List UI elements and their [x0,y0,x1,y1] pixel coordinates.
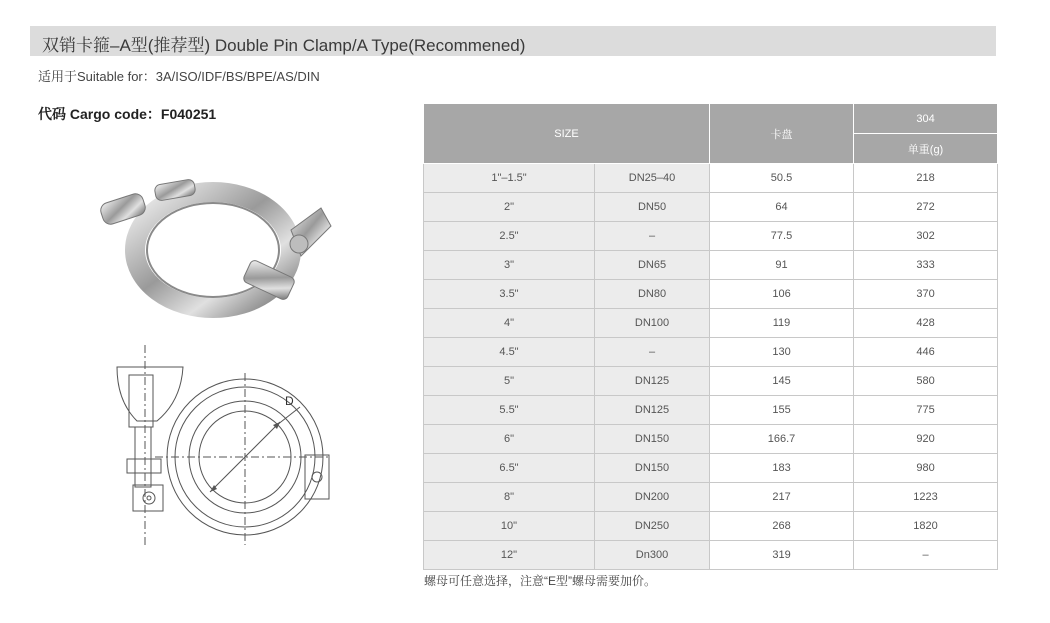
cell-clamp: 145 [710,367,854,396]
cell-clamp: 64 [710,193,854,222]
cell-size-inch: 3" [424,251,595,280]
cell-clamp: 183 [710,454,854,483]
cell-size-inch: 5" [424,367,595,396]
cell-size-dn: Dn300 [595,541,710,570]
cell-size-dn: DN80 [595,280,710,309]
cell-weight: 920 [854,425,998,454]
footnote: 螺母可任意选择，注意“E型”螺母需要加价。 [424,574,656,588]
cell-clamp: 217 [710,483,854,512]
cell-clamp: 268 [710,512,854,541]
cell-size-inch: 5.5" [424,396,595,425]
cell-size-dn: – [595,222,710,251]
cell-weight: 428 [854,309,998,338]
title-bar [30,26,996,56]
cell-clamp: 319 [710,541,854,570]
cell-size-dn: DN250 [595,512,710,541]
cell-weight: 775 [854,396,998,425]
cell-size-inch: 3.5" [424,280,595,309]
cargo-code: 代码 Cargo code：F040251 [38,106,217,122]
table-row [424,512,998,541]
cell-size-inch: 6.5" [424,454,595,483]
cell-weight: 218 [854,164,998,193]
table-row [424,367,998,396]
table-row [424,454,998,483]
cell-weight: 333 [854,251,998,280]
cell-weight: 272 [854,193,998,222]
cell-clamp: 50.5 [710,164,854,193]
cell-clamp: 130 [710,338,854,367]
table-row [424,280,998,309]
table-row [424,193,998,222]
cell-weight: 302 [854,222,998,251]
cell-size-dn: DN150 [595,425,710,454]
cell-size-inch: 1"–1.5" [424,164,595,193]
table-row [424,483,998,512]
cell-size-inch: 4.5" [424,338,595,367]
table-row [424,309,998,338]
clamp-photo [95,170,335,340]
cell-clamp: 106 [710,280,854,309]
table-row [424,222,998,251]
cell-size-dn: DN25–40 [595,164,710,193]
cell-weight: 1820 [854,512,998,541]
cell-size-inch: 2" [424,193,595,222]
cell-size-dn: DN125 [595,367,710,396]
cell-weight: 370 [854,280,998,309]
header-clamp: 卡盘 [710,104,854,164]
spec-table [423,103,998,570]
header-size: SIZE [424,104,710,164]
cell-clamp: 155 [710,396,854,425]
cell-clamp: 166.7 [710,425,854,454]
cell-weight: 980 [854,454,998,483]
cell-size-dn: DN65 [595,251,710,280]
clamp-drawing [95,345,335,555]
cell-weight: 580 [854,367,998,396]
cell-size-dn: DN150 [595,454,710,483]
cell-size-inch: 8" [424,483,595,512]
table-row [424,396,998,425]
suitable-for-text: 适用于Suitable for：3A/ISO/IDF/BS/BPE/AS/DIN [38,69,320,84]
table-row [424,338,998,367]
header-material: 304 [854,104,998,134]
cell-clamp: 119 [710,309,854,338]
cell-size-inch: 10" [424,512,595,541]
cell-weight: 1223 [854,483,998,512]
cell-size-inch: 6" [424,425,595,454]
cell-size-inch: 2.5" [424,222,595,251]
cell-size-inch: 12" [424,541,595,570]
cell-size-inch: 4" [424,309,595,338]
cell-size-dn: DN125 [595,396,710,425]
cell-weight: 446 [854,338,998,367]
cell-size-dn: DN200 [595,483,710,512]
cell-size-dn: DN50 [595,193,710,222]
dimension-label-d: D [285,394,294,408]
table-row [424,251,998,280]
cell-clamp: 91 [710,251,854,280]
header-weight: 单重(g) [854,134,998,164]
cell-size-dn: – [595,338,710,367]
page-title: 双销卡箍–A型(推荐型) Double Pin Clamp/A Type(Recommened) [42,36,526,55]
cell-clamp: 77.5 [710,222,854,251]
cell-weight: – [854,541,998,570]
table-row [424,164,998,193]
table-row [424,425,998,454]
cell-size-dn: DN100 [595,309,710,338]
table-row [424,541,998,570]
